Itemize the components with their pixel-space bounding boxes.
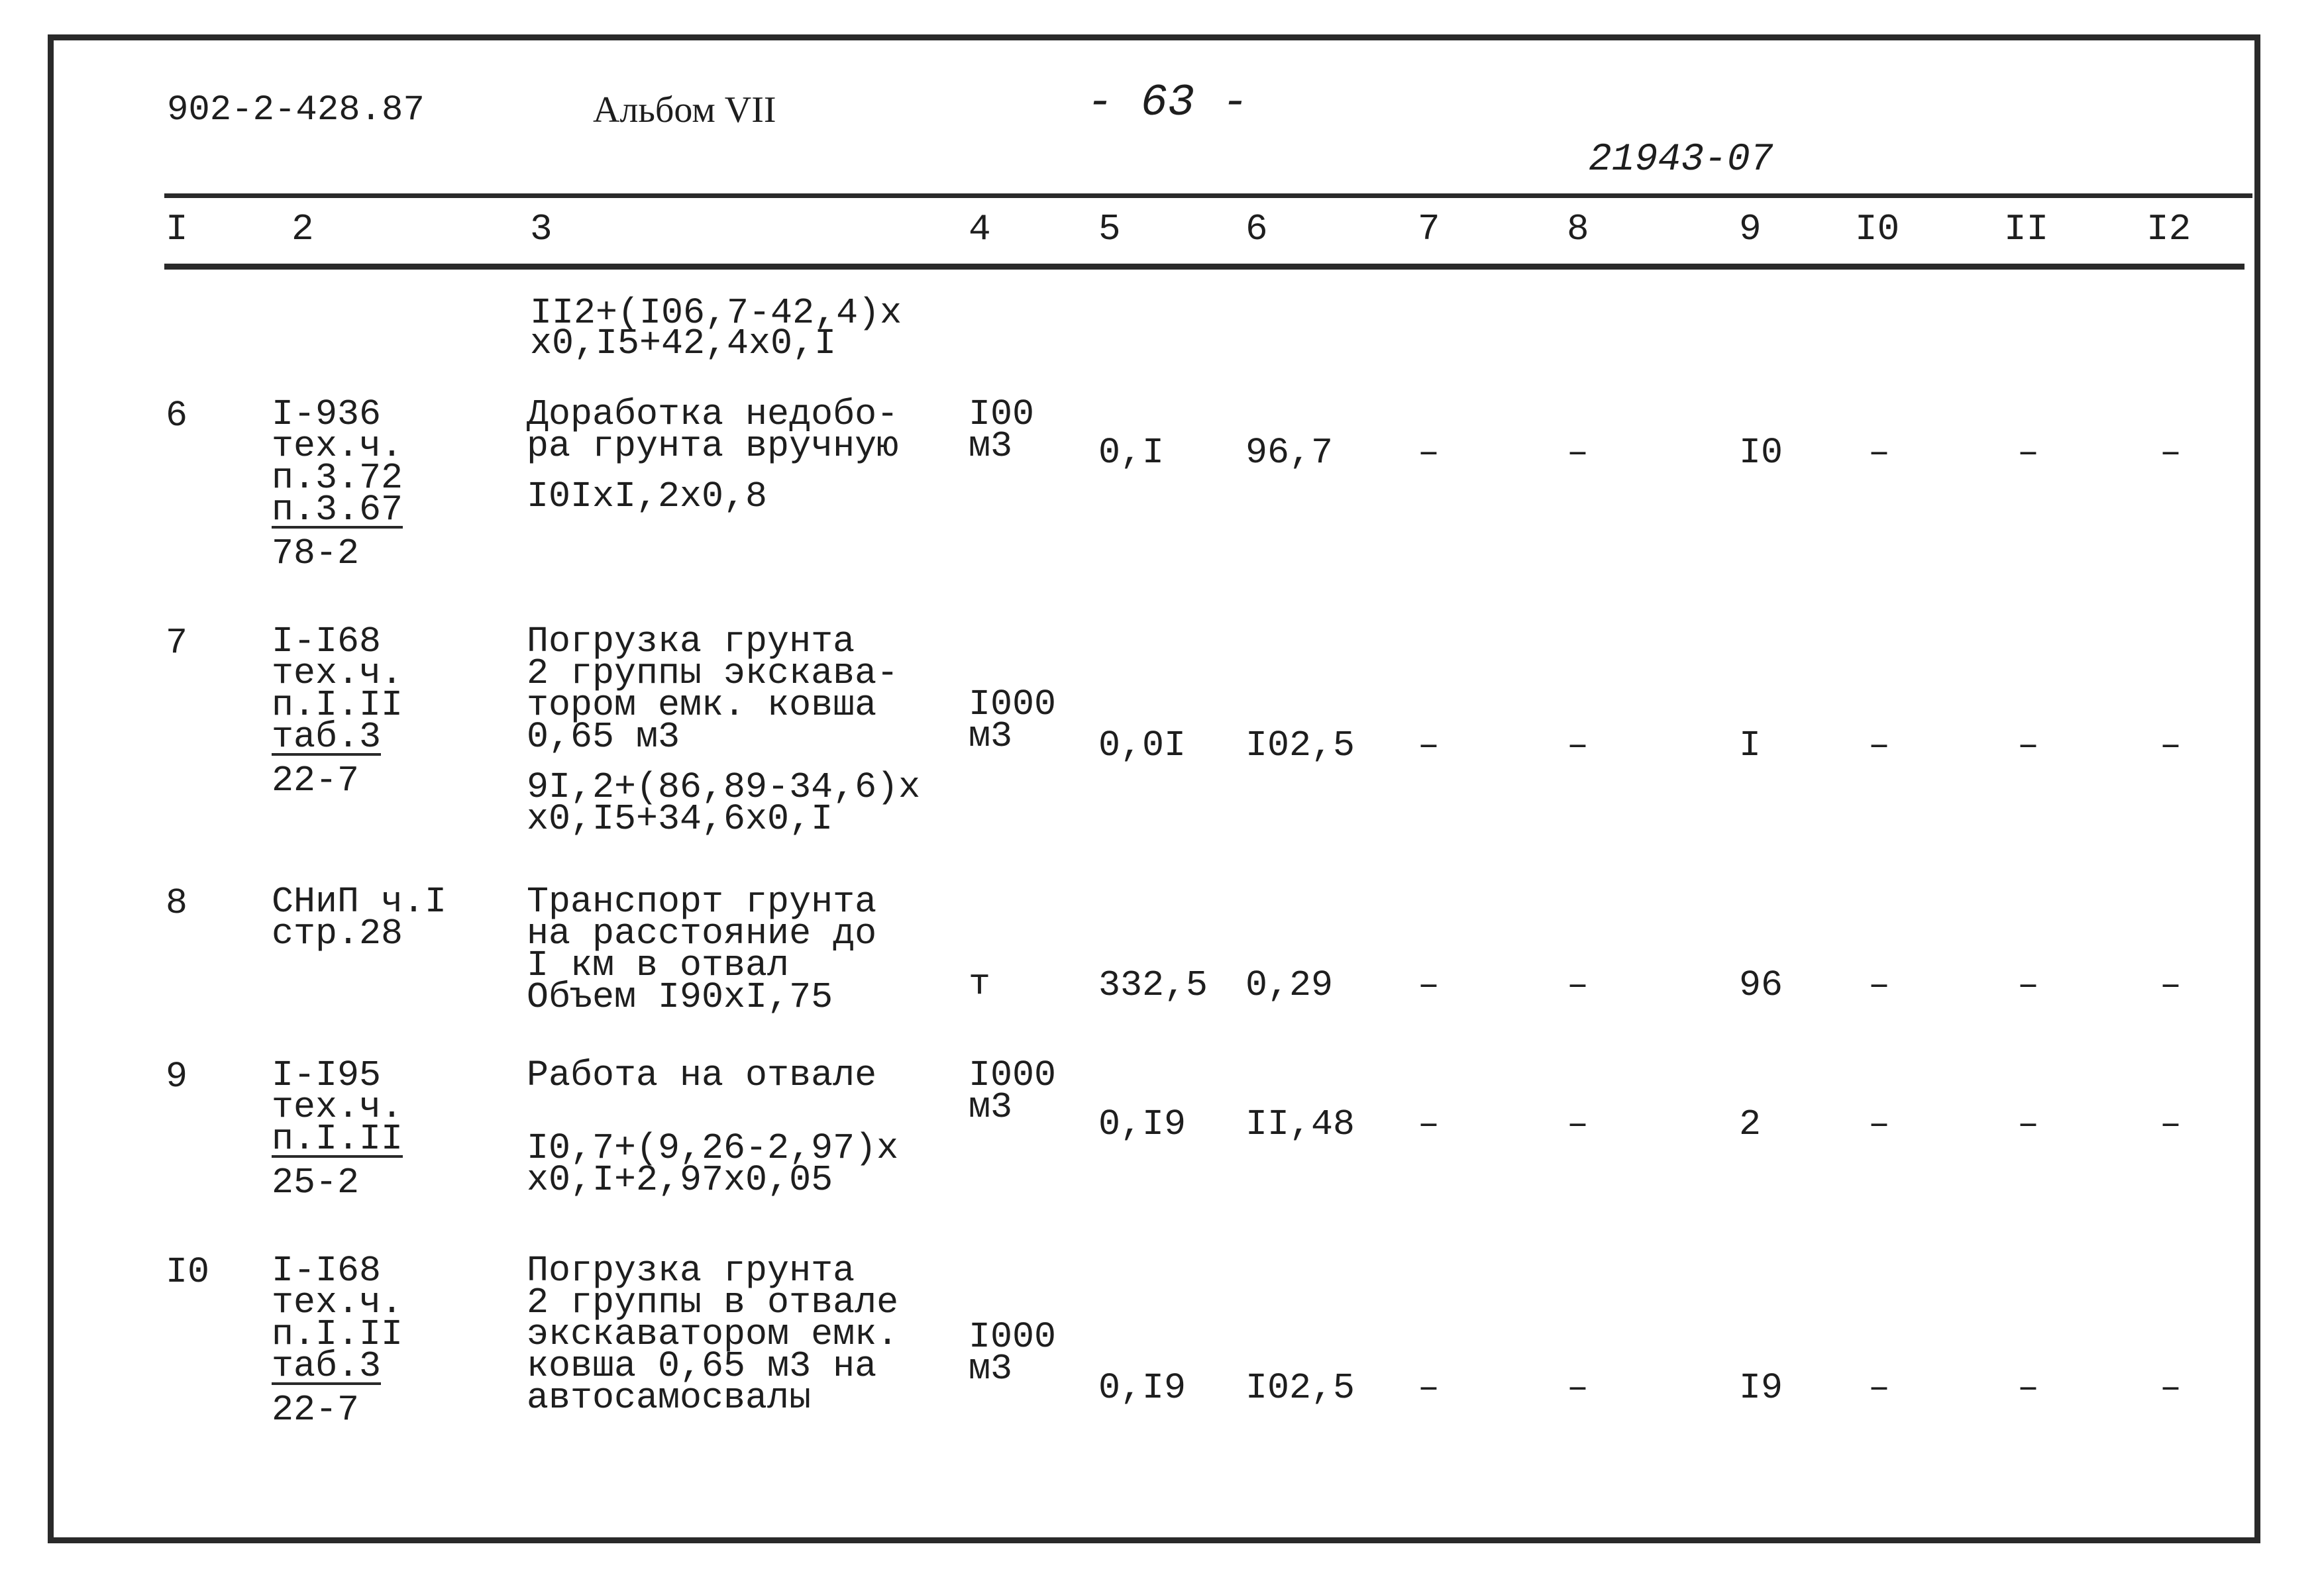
value-col-5: 0,I xyxy=(1098,432,1165,474)
reference-line: 78-2 xyxy=(272,533,360,574)
unit-line: I00 xyxy=(969,393,1035,435)
value-col-6: 0,29 xyxy=(1245,964,1334,1006)
description-cell xyxy=(527,1250,899,1419)
reference-line: I-936 xyxy=(272,393,382,435)
reference-line: п.I.II xyxy=(272,1118,403,1160)
reference-cell xyxy=(272,621,403,801)
description-cell xyxy=(527,621,921,840)
reference-line: п.3.67 xyxy=(272,489,403,531)
description-cell xyxy=(527,1054,899,1201)
value-col-11: – xyxy=(2017,725,2040,766)
column-number-7: 7 xyxy=(1418,208,1440,250)
formula-line: x0,I5+42,4x0,I xyxy=(530,323,837,364)
unit-cell xyxy=(969,963,991,1005)
column-number-9: 9 xyxy=(1739,208,1762,250)
unit-cell xyxy=(969,1316,1057,1390)
column-number-6: 6 xyxy=(1245,208,1268,250)
reference-line: 22-7 xyxy=(272,1389,360,1431)
reference-line: таб.3 xyxy=(272,1345,382,1387)
reference-line: тех.ч. xyxy=(272,1282,403,1323)
value-col-12: – xyxy=(2160,1367,2182,1409)
reference-line: тех.ч. xyxy=(272,1086,403,1128)
row-number: 8 xyxy=(166,882,188,924)
description-line: Погрузка грунта xyxy=(527,621,855,662)
value-col-10: – xyxy=(1868,964,1891,1006)
row-number: 6 xyxy=(166,395,188,436)
description-line: Работа на отвале xyxy=(527,1054,877,1096)
value-col-9: I9 xyxy=(1739,1367,1783,1409)
unit-line: м3 xyxy=(969,1348,1013,1390)
unit-line: I000 xyxy=(969,1316,1057,1358)
value-col-12: – xyxy=(2160,1103,2182,1145)
unit-line: I000 xyxy=(969,1054,1057,1096)
spacer xyxy=(527,1092,898,1133)
column-number-1: I xyxy=(166,208,188,250)
description-line: ра грунта вручную xyxy=(527,425,899,467)
value-col-9: I xyxy=(1739,725,1762,766)
reference-line: п.3.72 xyxy=(272,457,403,499)
column-number-11: II xyxy=(2004,208,2049,250)
value-col-5: 0,I9 xyxy=(1098,1367,1187,1409)
value-col-6: I02,5 xyxy=(1245,725,1355,766)
reference-line: СНиП ч.I xyxy=(272,881,447,923)
reference-line: стр.28 xyxy=(272,913,403,954)
reference-line: 25-2 xyxy=(272,1162,360,1204)
column-number-2: 2 xyxy=(291,208,314,250)
reference-line: 22-7 xyxy=(272,760,360,801)
description-line: 0,65 м3 xyxy=(527,716,680,758)
value-col-5: 0,I9 xyxy=(1098,1103,1187,1145)
column-number-4: 4 xyxy=(969,208,991,250)
value-col-11: – xyxy=(2017,432,2040,474)
reference-line: I-I68 xyxy=(272,621,382,662)
value-col-10: – xyxy=(1868,725,1891,766)
album-label: Альбом VII xyxy=(593,89,776,130)
description-line: Погрузка грунта xyxy=(527,1250,855,1292)
description-line: Транспорт грунта xyxy=(527,881,877,923)
value-col-9: 96 xyxy=(1739,964,1783,1006)
description-line: тором емк. ковша xyxy=(527,684,877,726)
unit-line: м3 xyxy=(969,715,1013,757)
reference-line: таб.3 xyxy=(272,716,382,758)
value-col-12: – xyxy=(2160,964,2182,1006)
value-col-6: 96,7 xyxy=(1245,432,1334,474)
unit-line: м3 xyxy=(969,1086,1013,1128)
page-number: - 63 - xyxy=(1086,77,1249,128)
value-col-7: – xyxy=(1418,1103,1440,1145)
calculation-line: x0,I5+34,6x0,I xyxy=(527,798,833,840)
description-line: ковша 0,65 м3 на xyxy=(527,1345,877,1387)
reference-line: тех.ч. xyxy=(272,652,403,694)
continuation-formula xyxy=(530,292,902,364)
value-col-8: – xyxy=(1567,432,1589,474)
value-col-9: 2 xyxy=(1739,1103,1762,1145)
value-col-12: – xyxy=(2160,725,2182,766)
reference-line: I-I68 xyxy=(272,1250,382,1292)
row-number: I0 xyxy=(166,1251,210,1293)
value-col-11: – xyxy=(2017,1367,2040,1409)
reference-line: I-I95 xyxy=(272,1054,382,1096)
formula-line: II2+(I06,7-42,4)x xyxy=(530,292,902,334)
description-line: 2 группы в отвале xyxy=(527,1282,899,1323)
column-number-8: 8 xyxy=(1567,208,1589,250)
row-number: 7 xyxy=(166,622,188,664)
description-line: автосамосвалы xyxy=(527,1377,812,1419)
reference-cell xyxy=(272,1250,403,1431)
calculation-line: I0IxI,2x0,8 xyxy=(527,476,768,517)
column-number-3: 3 xyxy=(530,208,553,250)
doc-code: 902-2-428.87 xyxy=(167,90,425,130)
inventory-number: 21943-07 xyxy=(1589,138,1773,181)
value-col-11: – xyxy=(2017,1103,2040,1145)
description-cell xyxy=(527,881,877,1018)
description-line: экскаватором емк. xyxy=(527,1313,899,1355)
value-col-10: – xyxy=(1868,432,1891,474)
row-number: 9 xyxy=(166,1056,188,1098)
value-col-8: – xyxy=(1567,1367,1589,1409)
calculation-line: x0,I+2,97x0,05 xyxy=(527,1159,833,1201)
reference-cell xyxy=(272,881,447,954)
unit-line: м3 xyxy=(969,425,1013,467)
value-col-8: – xyxy=(1567,725,1589,766)
reference-line: п.I.II xyxy=(272,684,403,726)
description-line: I км в отвал xyxy=(527,945,790,986)
description-line: 2 группы экскава- xyxy=(527,652,899,694)
value-col-9: I0 xyxy=(1739,432,1783,474)
value-col-6: II,48 xyxy=(1245,1103,1355,1145)
calculation-line: 9I,2+(86,89-34,6)x xyxy=(527,766,921,808)
value-col-7: – xyxy=(1418,1367,1440,1409)
value-col-6: I02,5 xyxy=(1245,1367,1355,1409)
reference-cell xyxy=(272,393,403,574)
value-col-11: – xyxy=(2017,964,2040,1006)
column-number-5: 5 xyxy=(1098,208,1121,250)
value-col-10: – xyxy=(1868,1103,1891,1145)
calculation-line: I0,7+(9,26-2,97)x xyxy=(527,1127,899,1169)
value-col-7: – xyxy=(1418,432,1440,474)
description-line: Объем I90xI,75 xyxy=(527,976,833,1018)
column-number-10: I0 xyxy=(1855,208,1900,250)
unit-line: т xyxy=(969,963,991,1005)
reference-line: тех.ч. xyxy=(272,425,403,467)
unit-cell xyxy=(969,684,1057,757)
description-line: Доработка недобо- xyxy=(527,393,899,435)
column-number-12: I2 xyxy=(2146,208,2192,250)
reference-cell xyxy=(272,1054,403,1204)
reference-line: п.I.II xyxy=(272,1313,403,1355)
value-col-8: – xyxy=(1567,1103,1589,1145)
value-col-7: – xyxy=(1418,725,1440,766)
description-line: на расстояние до xyxy=(527,913,877,954)
unit-cell xyxy=(969,393,1035,467)
value-col-5: 0,0I xyxy=(1098,725,1187,766)
unit-cell xyxy=(969,1054,1057,1128)
value-col-5: 332,5 xyxy=(1098,964,1208,1006)
value-col-8: – xyxy=(1567,964,1589,1006)
value-col-10: – xyxy=(1868,1367,1891,1409)
unit-line: I000 xyxy=(969,684,1057,725)
value-col-12: – xyxy=(2160,432,2182,474)
value-col-7: – xyxy=(1418,964,1440,1006)
description-cell xyxy=(527,393,899,517)
